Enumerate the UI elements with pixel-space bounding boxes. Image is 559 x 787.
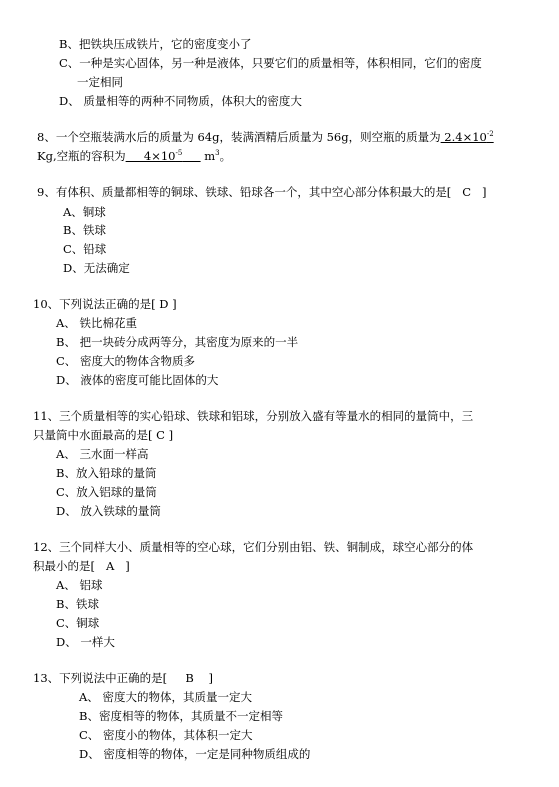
q11-option-b: B、放入铅球的量筒 [56, 466, 157, 480]
q9-stem: 9、有体积、质量都相等的铜球、铁球、铅球各一个，其中空心部分体积最大的是[ C ] [37, 185, 487, 199]
q8-unit: $m^3$ [200, 149, 220, 163]
q8-line1 [37, 130, 494, 144]
q9-option-c: C、铅球 [63, 242, 107, 256]
q12-option-a: A、 铝球 [56, 578, 103, 592]
q8-stem: 8、一个空瓶装满水后的质量为 64g，装满酒精后质量为 56g，则空瓶的质量为 [37, 130, 441, 144]
q10-option-d: D、 液体的密度可能比固体的大 [56, 373, 219, 387]
q12-stem-line1: 12、三个同样大小、质量相等的空心球，它们分别由铝、铁、铜制成，球空心部分的体 [33, 540, 474, 554]
q9-option-d: D、无法确定 [63, 261, 130, 275]
q8-answer-mass: $2.4\times 10^{-2}$ [440, 130, 494, 144]
q10-option-a: A、 铁比棉花重 [56, 316, 137, 330]
q11-option-d: D、 放入铁球的量筒 [56, 504, 161, 518]
q8-stem-volume: Kg,空瓶的容积为 [37, 149, 126, 163]
q11-stem-line2: 只量筒中水面最高的是[ C ] [33, 428, 174, 442]
q12-option-d: D、 一样大 [56, 635, 115, 649]
q9-option-b: B、铁球 [63, 223, 106, 237]
q10-option-b: B、 把一块砖分成两等分，其密度为原来的一半 [56, 335, 299, 349]
q12-option-c: C、铜球 [56, 616, 100, 630]
q8-end: 。 [219, 149, 232, 163]
q11-option-a: A、 三水面一样高 [56, 447, 149, 461]
q12-option-b: B、铁球 [56, 597, 99, 611]
q13-option-a: A、 密度大的物体，其质量一定大 [79, 690, 252, 704]
q13-option-c: C、 密度小的物体，其体积一定大 [79, 728, 253, 742]
q10-stem: 10、下列说法正确的是[ D ] [33, 297, 177, 311]
q8-line2 [37, 149, 231, 163]
q13-stem: 13、下列说法中正确的是[ B ] [33, 671, 213, 685]
q10-option-c: C、 密度大的物体含物质多 [56, 354, 195, 368]
q12-stem-line2: 积最小的是[ A ] [33, 559, 130, 573]
q7-option-c-line1: C、一种是实心固体，另一种是液体，只要它们的质量相等，体积相同，它们的密度 [59, 56, 482, 70]
q8-answer-volume: $4\times 10^{-5}$ [125, 149, 183, 163]
q9-option-a: A、铜球 [63, 205, 106, 219]
q13-option-b: B、密度相等的物体，其质量不一定相等 [79, 709, 283, 723]
q7-option-c-line2: 一定相同 [77, 75, 123, 89]
q11-stem-line1: 11、三个质量相等的实心铅球、铁球和铝球，分别放入盛有等量水的相同的量筒中，三 [33, 409, 474, 423]
q13-option-d: D、 密度相等的物体，一定是同种物质组成的 [79, 747, 311, 761]
q7-option-b: B、把铁块压成铁片，它的密度变小了 [59, 37, 252, 51]
q7-option-d: D、 质量相等的两种不同物质，体积大的密度大 [59, 94, 302, 108]
q11-option-c: C、放入铝球的量筒 [56, 485, 157, 499]
